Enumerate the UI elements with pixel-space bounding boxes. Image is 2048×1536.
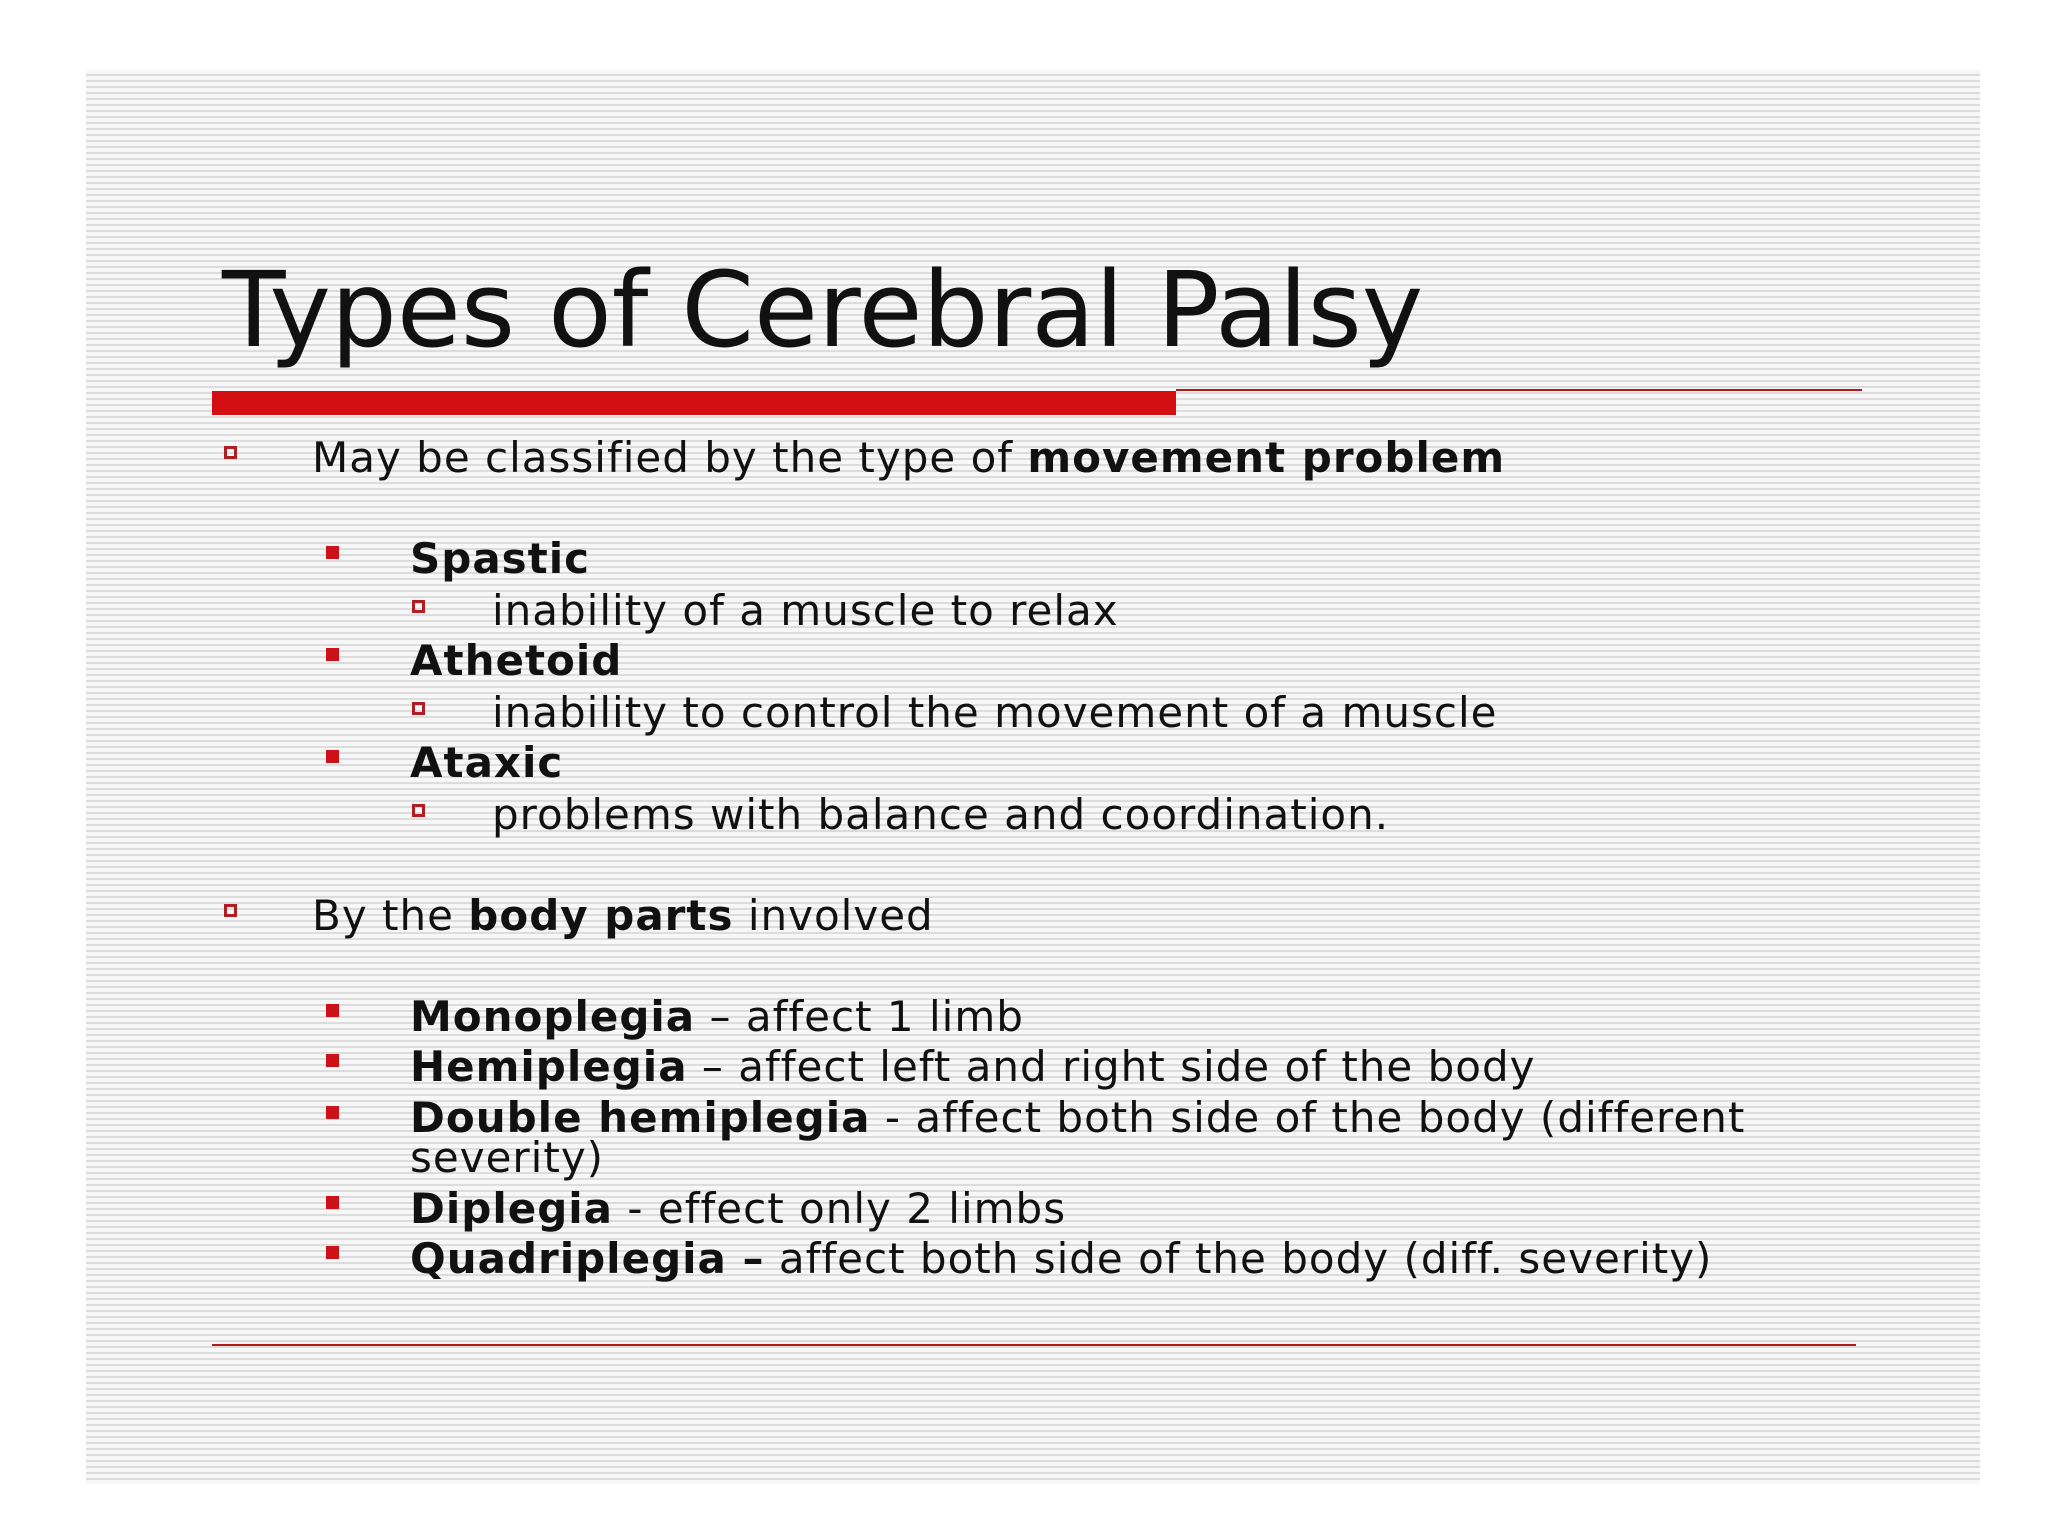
intro-bold-text: body parts [468, 891, 734, 940]
intro-text: involved [733, 891, 934, 940]
type-term-spastic: Spastic [410, 534, 591, 583]
item-separator: – [687, 1042, 739, 1091]
hollow-square-bullet-icon [412, 804, 425, 817]
type-term-ataxic: Ataxic [410, 738, 564, 787]
body-part-item-monoplegia [410, 992, 1024, 1041]
body-part-item-double-hemiplegia [410, 1093, 1746, 1182]
item-separator: – [695, 992, 746, 1041]
item-description: affect both side of the body (diff. severity) [778, 1234, 1713, 1283]
body-part-item-hemiplegia [410, 1042, 1536, 1091]
type-term-athetoid: Athetoid [410, 636, 623, 685]
type-description: problems with balance and coordination. [492, 790, 1390, 839]
body-part-item-diplegia [410, 1184, 1067, 1233]
intro-bold-text: movement problem [1027, 433, 1506, 482]
item-line-1 [410, 1093, 1746, 1142]
red-square-bullet-icon [326, 1246, 339, 1259]
item-description: affect both side of the body (different [915, 1093, 1746, 1142]
red-square-bullet-icon [326, 750, 339, 763]
slide [86, 70, 1980, 1484]
hollow-square-bullet-icon [224, 904, 237, 917]
red-square-bullet-icon [326, 1004, 339, 1017]
item-term: Monoplegia [410, 992, 696, 1041]
red-square-bullet-icon [326, 648, 339, 661]
red-square-bullet-icon [326, 1106, 339, 1119]
item-separator: - [613, 1184, 658, 1233]
intro-text: By the [312, 891, 469, 940]
item-term: Quadriplegia – [410, 1234, 765, 1283]
title-accent-bar [212, 391, 1176, 415]
section-intro-movement [312, 433, 1506, 482]
section-intro-body-parts [312, 891, 934, 940]
item-separator [765, 1234, 779, 1283]
type-description: inability to control the movement of a muscle [492, 688, 1498, 737]
item-description: effect only 2 limbs [657, 1184, 1067, 1233]
item-separator: - [870, 1093, 916, 1142]
hollow-square-bullet-icon [224, 446, 237, 459]
item-description: affect left and right side of the body [738, 1042, 1536, 1091]
item-term: Diplegia [410, 1184, 614, 1233]
hollow-square-bullet-icon [412, 702, 425, 715]
item-term: Double hemiplegia [410, 1093, 871, 1142]
title-underline-rule [1176, 389, 1862, 391]
item-term: Hemiplegia [410, 1042, 688, 1091]
item-description: affect 1 limb [745, 992, 1024, 1041]
red-square-bullet-icon [326, 546, 339, 559]
intro-text: May be classified by the type of [312, 433, 1028, 482]
hollow-square-bullet-icon [412, 600, 425, 613]
red-square-bullet-icon [326, 1054, 339, 1067]
type-description: inability of a muscle to relax [492, 586, 1119, 635]
item-line-2: severity) [410, 1132, 605, 1182]
body-part-item-quadriplegia [410, 1234, 1713, 1283]
slide-title: Types of Cerebral Palsy [222, 249, 1424, 371]
bottom-rule [212, 1344, 1856, 1346]
red-square-bullet-icon [326, 1196, 339, 1209]
